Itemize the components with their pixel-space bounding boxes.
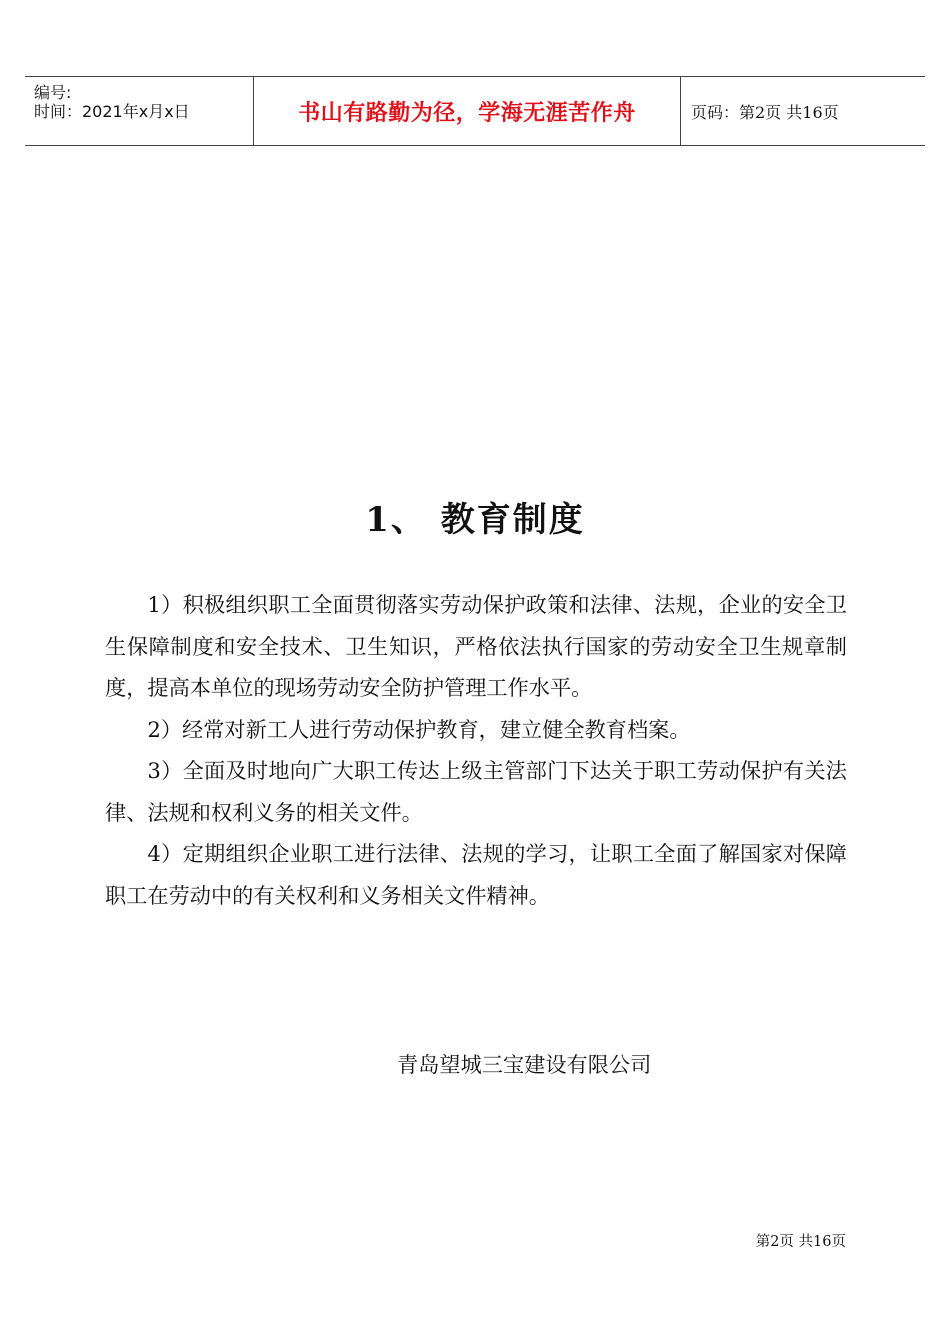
paragraph-1: 1）积极组织职工全面贯彻落实劳动保护政策和法律、法规，企业的安全卫生保障制度和安全技术、卫生知识，严格依法执行国家的劳动安全卫生规章制度，提高本单位的现场劳动安全防护管理工作水平。 <box>105 592 847 700</box>
header-meta-cell <box>25 77 254 145</box>
header-page-info: 页码：第2页 共16页 <box>691 102 839 122</box>
document-body <box>105 584 847 916</box>
paragraph-2: 2）经常对新工人进行劳动保护教育，建立健全教育档案。 <box>147 716 691 742</box>
page-header <box>25 76 925 146</box>
company-signature: 青岛望城三宝建设有限公司 <box>397 1052 652 1077</box>
document-time-label: 时间：2021年x月x日 <box>34 102 190 121</box>
document-title: 1、 教育制度 <box>365 500 585 540</box>
header-motto: 书山有路勤为径，学海无涯苦作舟 <box>254 77 681 145</box>
footer-page-number: 第2页 共16页 <box>755 1234 846 1250</box>
paragraph-3: 3）全面及时地向广大职工传达上级主管部门下达关于职工劳动保护有关法律、法规和权利义务的相关文件。 <box>105 758 847 825</box>
document-number-label: 编号: <box>34 83 72 102</box>
paragraph-4: 4）定期组织企业职工进行法律、法规的学习，让职工全面了解国家对保障职工在劳动中的有关权利和义务相关文件精神。 <box>105 841 847 908</box>
